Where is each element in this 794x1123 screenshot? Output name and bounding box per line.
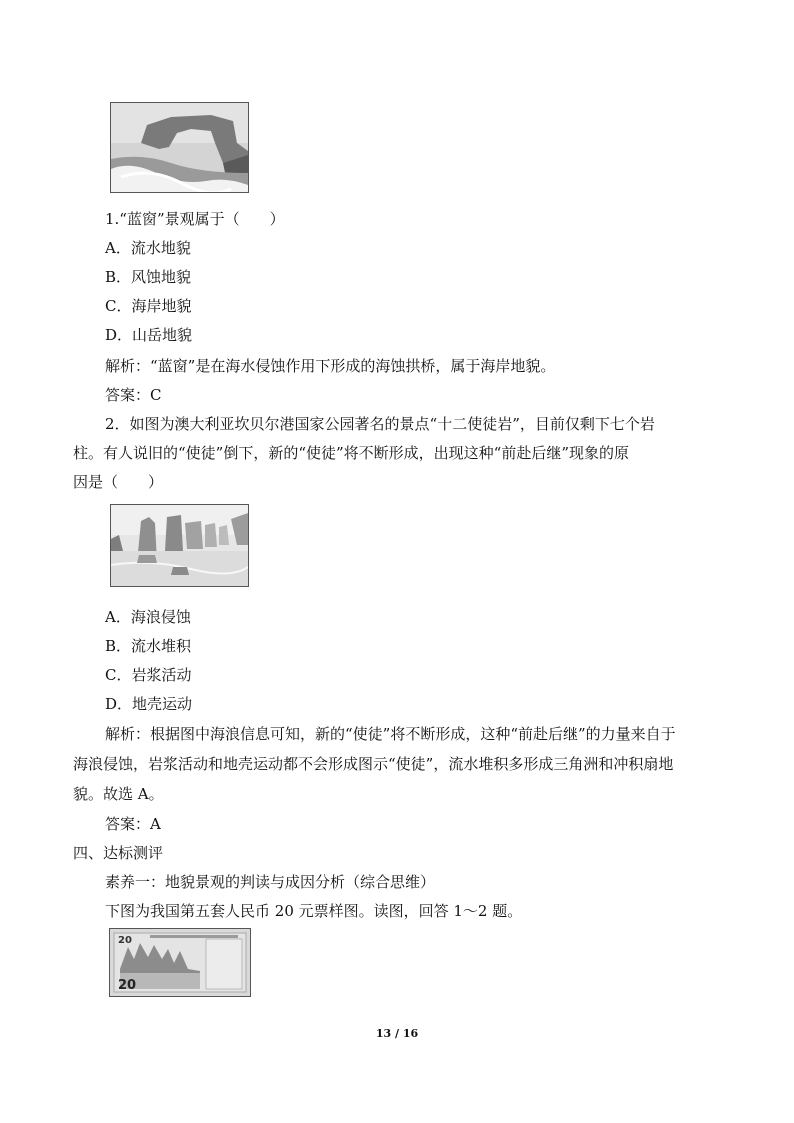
q2-option-a: A．海浪侵蚀 <box>105 608 191 626</box>
twelve-apostles-photo <box>110 504 249 587</box>
q1-option-a: A．流水地貌 <box>105 239 191 257</box>
page-number: 13 / 16 <box>375 1027 419 1040</box>
q1-option-b: B．风蚀地貌 <box>105 268 192 286</box>
q2-question-line-2: 柱。有人说旧的“使徒”倒下，新的“使徒”将不断形成，出现这种“前赴后继”现象的原 <box>73 444 630 462</box>
banknote-denomination-top: 20 <box>118 935 132 946</box>
q1-analysis: 解析：“蓝窗”是在海水侵蚀作用下形成的海蚀拱桥，属于海岸地貌。 <box>105 357 556 375</box>
q1-option-c: C．海岸地貌 <box>105 297 192 315</box>
q2-analysis-line-1: 解析：根据图中海浪信息可知，新的“使徒”将不断形成，这种“前赴后继”的力量来自于 <box>105 725 676 743</box>
q2-question-line-1: 2．如图为澳大利亚坎贝尔港国家公园著名的景点“十二使徒岩”，目前仅剩下七个岩 <box>105 415 655 433</box>
banknote-20-yuan-image <box>109 928 251 997</box>
q2-answer: 答案：A <box>105 815 161 833</box>
q2-option-d: D．地壳运动 <box>105 695 193 713</box>
q2-option-c: C．岩浆活动 <box>105 666 192 684</box>
blue-window-photo <box>110 102 249 193</box>
section-intro: 下图为我国第五套人民币 20 元票样图。读图，回答 1～2 题。 <box>105 902 523 920</box>
q2-analysis-line-2: 海浪侵蚀，岩浆活动和地壳运动都不会形成图示“使徒”，流水堆积多形成三角洲和冲积扇地 <box>73 755 674 773</box>
q2-option-b: B．流水堆积 <box>105 637 192 655</box>
section-subtitle: 素养一：地貌景观的判读与成因分析（综合思维） <box>105 873 436 891</box>
section-title: 四、达标测评 <box>73 844 164 862</box>
q1-option-d: D．山岳地貌 <box>105 326 193 344</box>
banknote-denomination-bottom: 20 <box>118 978 137 993</box>
q1-answer: 答案：C <box>105 386 162 404</box>
q2-question-line-3: 因是（ ） <box>73 473 164 491</box>
q1-question: 1.“蓝窗”景观属于（ ） <box>105 210 285 228</box>
q2-analysis-line-3: 貌。故选 A。 <box>73 785 164 803</box>
